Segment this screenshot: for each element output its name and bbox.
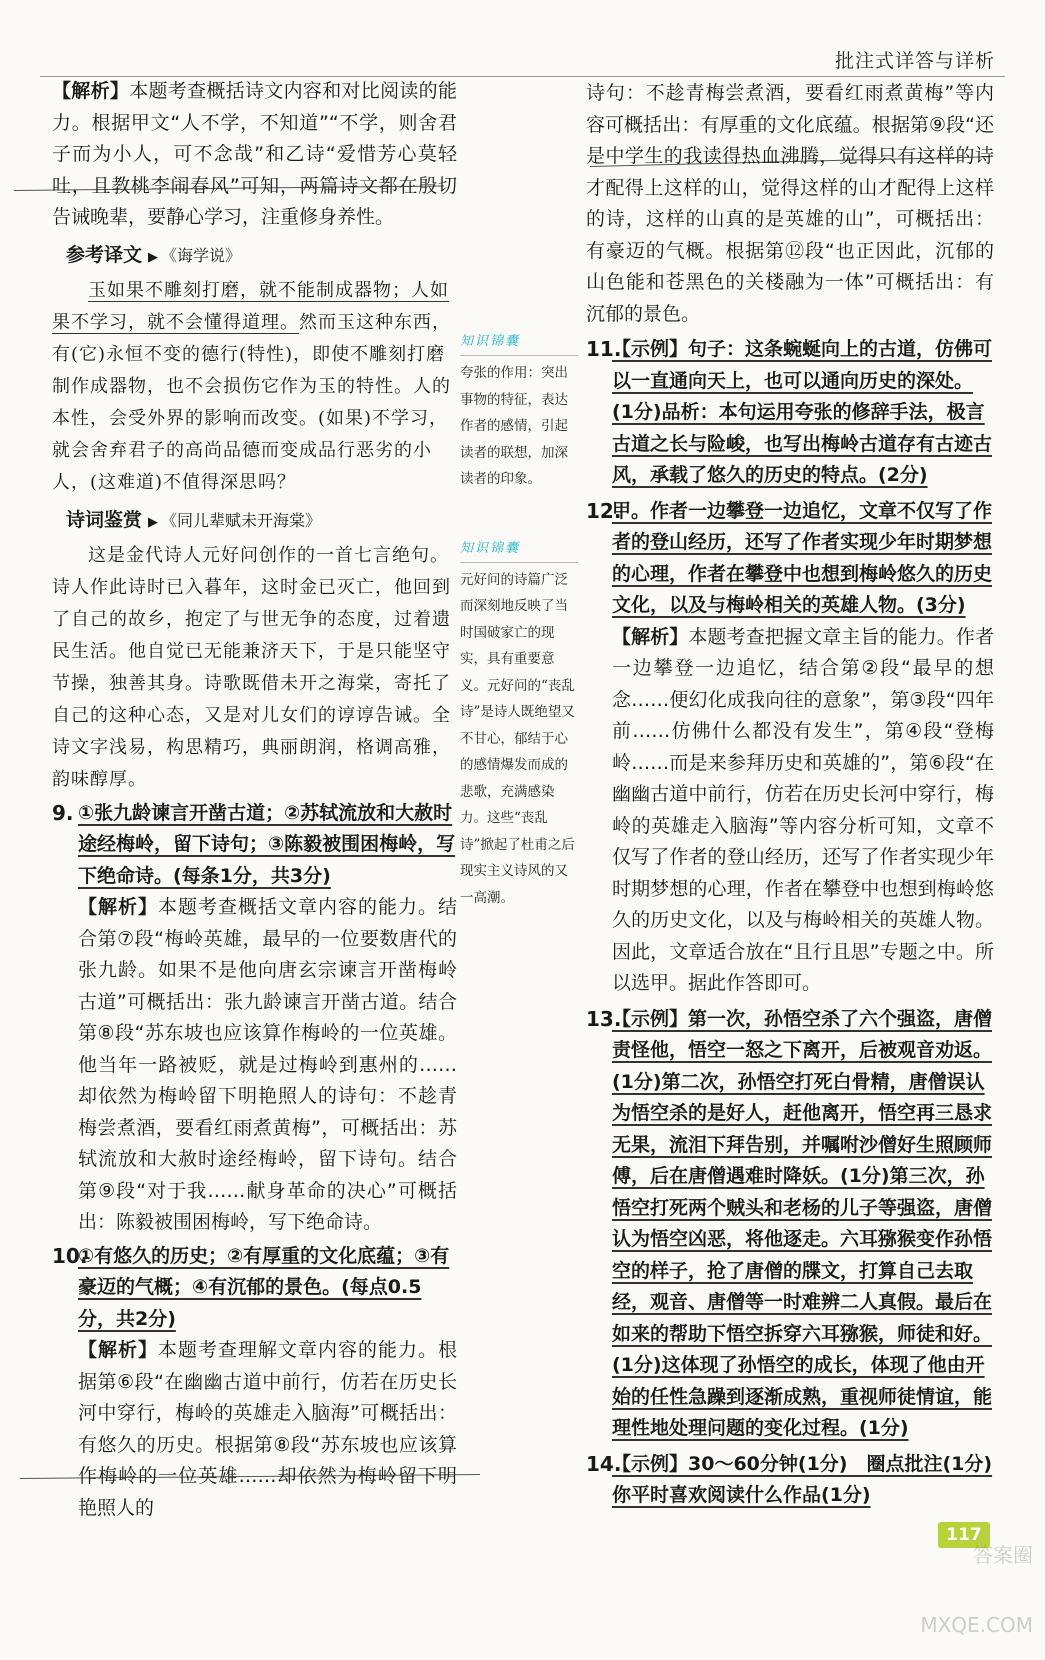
side-note-text: 夸张的作用：突出事物的特征，表达作者的感情，引起读者的联想，加深读者的印象。 [460, 365, 568, 487]
translation-rest: 然而玉这种东西，有(它)永恒不变的德行(特性)，即使不雕刻打磨制作成器物，也不会损伤它作为玉的特性。人的本性，会受外界的影响而改变。(如果)不学习，就会舍弃君子的高尚品德而变成品行恶劣的小人，(这难道)不值得深思吗？ [52, 311, 451, 493]
right-column [586, 78, 994, 1512]
analysis-paragraph [78, 892, 457, 1239]
question-13 [586, 1004, 994, 1445]
question-14 [586, 1449, 994, 1512]
answer-text: 【示例】第一次，孙悟空杀了六个强盗，唐僧责怪他，悟空一怒之下离开，后被观音劝返。(1分)第二次，孙悟空打死白骨精，唐僧误认为悟空杀的是好人，赶他离开，悟空再三恳求无果，流泪下拜告别，并嘱咐沙僧好生照顾师傅，后在唐僧遇难时降妖。(1分)第三次，孙悟空打死两个贼头和老杨的儿子等强盗，唐僧认为悟空凶恶，将他逐走。六耳猕猴变作孙悟空的样子，抢了唐僧的牒文，打算自己去取经，观音、唐僧等一时难辨二人真假。最后在如来的帮助下悟空拆穿六耳猕猴，师徒和好。(1分)这体现了孙悟空的成长，体现了他由开始的任性急躁到逐渐成熟，重视师徒情谊，能理性地处理问题的变化过程。(1分) [612, 1007, 993, 1439]
knowledge-badge: 知识锦囊 [460, 334, 521, 349]
question-9 [52, 798, 457, 1239]
analysis-tag: 【解析】 [78, 896, 158, 918]
side-rule [460, 355, 578, 356]
side-note-text: 元好问的诗篇广泛而深刻地反映了当时国破家亡的现实，具有重要意义。元好问的“丧乱诗”是诗人既绝望又不甘心，郁结于心的感情爆发而成的悲歌，充满感染力。这些“丧乱诗”掀起了杜甫之后现实主义诗风的又一高潮。 [460, 571, 575, 906]
translation-subtitle: 《诲学说》 [161, 245, 242, 265]
translation-heading [66, 238, 457, 275]
translation-underlined: 玉如果不雕刻打磨，就不能制成器物；人如果不学习，就不会懂得道理。 [52, 279, 449, 333]
analysis-tag: 【解析】 [612, 625, 689, 648]
side-notes [460, 330, 578, 911]
analysis-text: 本题考查理解文章内容的能力。根据第⑥段“在幽幽古道中前行，仿若在历史长河中穿行，梅岭的英雄走入脑海”可概括出：有悠久的历史。根据第⑧段“苏东坡也应该算作梅岭的一位英雄……却依然为梅岭留下明艳照人的 [78, 1339, 457, 1519]
question-number: 14. [586, 1451, 622, 1476]
question-number: 11. [586, 337, 622, 361]
triangle-icon: ▶ [148, 514, 159, 530]
translation-text [52, 275, 457, 499]
analysis-text: 本题考查概括文章内容的能力。结合第⑦段“梅岭英雄，最早的一位要数唐代的张九龄。如果不是他向唐玄宗谏言开凿梅岭古道”可概括出：张九龄谏言开凿古道。结合第⑧段“苏东坡也应该算作梅岭的一位英雄。他当年一路被贬，就是过梅岭到惠州的……却依然为梅岭留下明艳照人的诗句：不趁青梅尝煮酒，要看红雨煮黄梅”，可概括出：苏轼流放和大赦时途经梅岭，留下诗句。结合第⑨段“对于我……献身革命的决心”可概括出：陈毅被围困梅岭，写下绝命诗。 [78, 896, 457, 1233]
analysis-paragraph [78, 1335, 457, 1524]
question-number: 13. [586, 1006, 622, 1031]
side-rule [460, 562, 578, 563]
appreciation-subtitle: 《同儿辈赋未开海棠》 [161, 510, 322, 530]
analysis-text: 本题考查概括诗文内容和对比阅读的能力。根据甲文“人不学，不知道”“不学，则舍君子而为小人，可不念哉”和乙诗“爱惜芳心莫轻吐，且教桃李闹春风”可知，两篇诗文都在殷切告诫晚辈，要静心学习，注重修身养性。 [52, 80, 457, 228]
question-10 [52, 1241, 457, 1525]
triangle-icon: ▶ [148, 249, 159, 265]
q10-continuation: 诗句：不趁青梅尝煮酒，要看红雨煮黄梅”等内容可概括出：有厚重的文化底蕴。根据第⑨段“还是中学生的我读得热血沸腾，觉得只有这样的诗才配得上这样的山，觉得这样的山才配得上这样的诗，这样的山真的是英雄的山”，可概括出：有豪迈的气概。根据第⑫段“也正因此，沉郁的山色能和苍黑色的关楼融为一体”可概括出：有沉郁的景色。 [586, 82, 994, 325]
left-column [52, 76, 457, 1524]
appreciation-title: 诗词鉴赏 [66, 508, 143, 531]
analysis-paragraph [612, 622, 994, 1000]
analysis-intro [52, 76, 457, 234]
answer-text: ①有悠久的历史；②有厚重的文化底蕴；③有豪迈的气概；④有沉郁的景色。(每点0.5分，共2分) [78, 1244, 450, 1330]
analysis-text: 本题考查把握文章主旨的能力。作者一边攀登一边追忆，结合第②段“最早的想念……便幻化成我向往的意象”，第③段“四年前……仿佛什么都没有发生”，第④段“登梅岭……而是来参拜历史和英雄的”，第⑥段“在幽幽古道中前行，仿若在历史长河中穿行，梅岭的英雄走入脑海”等内容分析可知，文章不仅写了作者的登山经历，还写了作者实现少年时期梦想的心理，作者在攀登中也想到梅岭悠久的历史文化，以及与梅岭相关的英雄人物。因此，文章适合放在“且行且思”专题之中。所以选甲。据此作答即可。 [612, 625, 994, 994]
question-12 [586, 496, 994, 1000]
translation-title: 参考译文 [66, 243, 143, 266]
appreciation-text: 这是金代诗人元好问创作的一首七言绝句。诗人作此诗时已入暮年，这时金已灭亡，他回到了自己的故乡，抱定了与世无争的态度，过着遗民生活。他自觉已无能兼济天下，于是只能坚守节操，独善其身。诗歌既借未开之海棠，寄托了自己的这种心态，又是对儿女们的谆谆告诫。全诗文字浅易，构思精巧，典丽朗润，格调高雅，韵味醇厚。 [52, 544, 451, 790]
answer-text: 【示例】句子：这条蜿蜒向上的古道，仿佛可以一直通向天上，也可以通向历史的深处。(1分)品析：本句运用夸张的修辞手法，极言古道之长与险峻，也写出梅岭古道存有古迹古风，承载了悠久的历史的特点。(2分) [612, 338, 993, 486]
question-number: 12. [586, 498, 622, 523]
side-note-1 [460, 330, 578, 493]
question-number: 9. [52, 800, 74, 825]
analysis-tag: 【解析】 [52, 80, 130, 102]
page-header: 批注式详答与详析 [834, 50, 995, 72]
answer-text: 【示例】30～60分钟(1分) 圈点批注(1分)你平时喜欢阅读什么作品(1分) [612, 1452, 993, 1506]
analysis-tag: 【解析】 [78, 1339, 158, 1361]
watermark: 答案圈 MXQE.COM [920, 1543, 1033, 1637]
appreciation-heading [66, 503, 457, 540]
knowledge-badge: 知识锦囊 [460, 540, 521, 556]
question-11 [586, 334, 994, 492]
side-note-2 [460, 537, 578, 912]
answer-text: 甲。作者一边攀登一边追忆，文章不仅写了作者的登山经历，还写了作者实现少年时期梦想的心理，作者在攀登中也想到梅岭悠久的历史文化，以及与梅岭相关的英雄人物。(3分) [612, 499, 993, 616]
answer-text: ①张九龄谏言开凿古道；②苏轼流放和大赦时途经梅岭，留下诗句；③陈毅被围困梅岭，写下绝命诗。(每条1分，共3分) [78, 801, 456, 887]
question-number: 10. [52, 1243, 88, 1268]
page-number: 117 [938, 1522, 990, 1548]
